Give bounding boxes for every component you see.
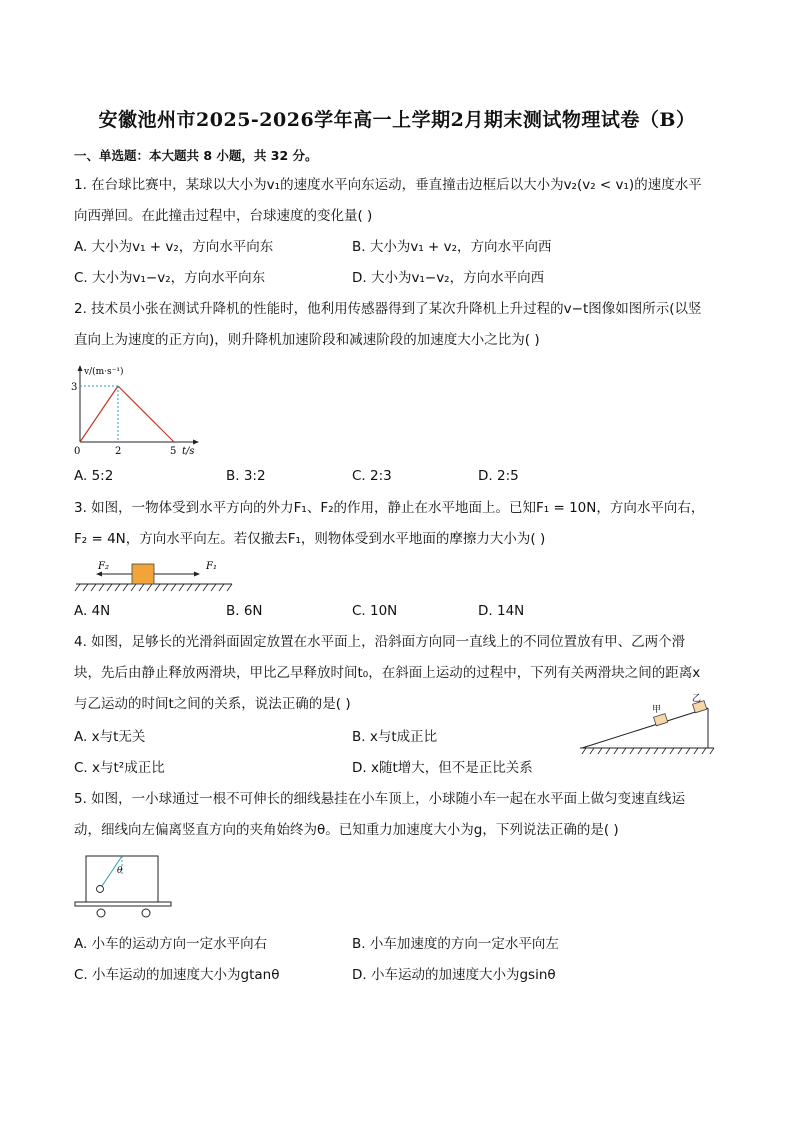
q1-option-b[interactable]: B. 大小为v₁ + v₂，方向水平向西 bbox=[352, 239, 552, 255]
vt-xlabel: t/s bbox=[182, 446, 195, 457]
label-jia: 甲 bbox=[652, 705, 662, 715]
section-heading: 一、单选题：本大题共 8 小题，共 32 分。 bbox=[74, 148, 318, 163]
q3-stem-line1: 3. 如图，一物体受到水平方向的外力F₁、F₂的作用，静止在水平地面上。已知F₁ = 10N，方向水平向右， bbox=[74, 500, 705, 516]
q2-option-a[interactable]: A. 5:2 bbox=[74, 468, 114, 484]
q2-option-d[interactable]: D. 2:5 bbox=[478, 468, 519, 484]
vt-tick-3: 3 bbox=[71, 382, 78, 393]
q3-option-d[interactable]: D. 14N bbox=[478, 603, 525, 619]
cart-diagram bbox=[72, 852, 176, 922]
q4-option-b[interactable]: B. x与t成正比 bbox=[352, 729, 438, 745]
q4-stem-line2: 块，先后由静止释放两滑块，甲比乙早释放时间t₀，在斜面上运动的过程中，下列有关两滑块之间的距离x bbox=[74, 665, 701, 681]
block bbox=[132, 564, 154, 584]
q1-option-a[interactable]: A. 大小为v₁ + v₂，方向水平向东 bbox=[74, 239, 274, 255]
q1-stem-line2: 向西弹回。在此撞击过程中，台球速度的变化量( ) bbox=[74, 208, 373, 224]
cart-body bbox=[86, 856, 158, 902]
q2-option-b[interactable]: B. 3:2 bbox=[226, 468, 266, 484]
q1-option-d[interactable]: D. 大小为v₁−v₂，方向水平向西 bbox=[352, 270, 545, 286]
q3-option-a[interactable]: A. 4N bbox=[74, 603, 111, 619]
q3-stem-line2: F₂ = 4N，方向水平向左。若仅撤去F₁，则物体受到水平地面的摩擦力大小为( ) bbox=[74, 531, 546, 547]
q5-stem-line2: 动，细线向左偏离竖直方向的夹角始终为θ。已知重力加速度大小为g，下列说法正确的是( ) bbox=[74, 822, 619, 838]
cart-wheel-right bbox=[142, 909, 150, 917]
f2-label: F₂ bbox=[98, 561, 109, 572]
vt-accel-segment bbox=[80, 386, 118, 442]
vt-ylabel: v/(m·s⁻¹) bbox=[84, 367, 124, 377]
incline-surface bbox=[582, 708, 708, 748]
cart-base bbox=[75, 902, 171, 906]
slider-jia bbox=[654, 714, 668, 726]
force-diagram bbox=[72, 558, 236, 594]
q5-option-a[interactable]: A. 小车的运动方向一定水平向右 bbox=[74, 936, 268, 952]
q4-option-d[interactable]: D. x随t增大，但不是正比关系 bbox=[352, 760, 533, 776]
q4-stem-line1: 4. 如图，足够长的光滑斜面固定放置在水平面上，沿斜面方向同一直线上的不同位置放有甲、乙两个滑 bbox=[74, 634, 686, 650]
q3-option-c[interactable]: C. 10N bbox=[352, 603, 398, 619]
f1-label: F₁ bbox=[206, 561, 217, 572]
q4-option-a[interactable]: A. x与t无关 bbox=[74, 729, 146, 745]
incline-diagram bbox=[578, 692, 718, 758]
q2-stem-line2: 直向上为速度的正方向)，则升降机加速阶段和减速阶段的加速度大小之比为( ) bbox=[74, 332, 540, 348]
q5-option-c[interactable]: C. 小车运动的加速度大小为gtanθ bbox=[74, 967, 280, 983]
q5-option-b[interactable]: B. 小车加速度的方向一定水平向左 bbox=[352, 936, 559, 952]
theta-label: θ bbox=[117, 866, 123, 876]
q1-option-c[interactable]: C. 大小为v₁−v₂，方向水平向东 bbox=[74, 270, 266, 286]
vt-tick-2: 2 bbox=[115, 446, 122, 457]
vt-decel-segment bbox=[118, 386, 174, 442]
q5-stem-line1: 5. 如图，一小球通过一根不可伸长的细线悬挂在小车顶上，小球随小车一起在水平面上做匀变速直线运 bbox=[74, 791, 686, 807]
q5-option-d[interactable]: D. 小车运动的加速度大小为gsinθ bbox=[352, 967, 556, 983]
page-title: 安徽池州市2025-2026学年高一上学期2月期末测试物理试卷（B） bbox=[98, 109, 696, 131]
q4-option-c[interactable]: C. x与t²成正比 bbox=[74, 760, 165, 776]
label-yi: 乙 bbox=[692, 694, 702, 704]
vt-tick-5: 5 bbox=[170, 446, 177, 457]
q4-stem-line3: 与乙运动的时间t之间的关系，说法正确的是( ) bbox=[74, 696, 351, 712]
ball bbox=[97, 886, 104, 893]
q3-option-b[interactable]: B. 6N bbox=[226, 603, 263, 619]
vt-graph bbox=[66, 362, 206, 458]
cart-wheel-left bbox=[97, 909, 105, 917]
q2-stem-line1: 2. 技术员小张在测试升降机的性能时，他利用传感器得到了某次升降机上升过程的v−t图像如图所示(以竖 bbox=[74, 301, 702, 317]
q1-stem-line1: 1. 在台球比赛中，某球以大小为v₁的速度水平向东运动，垂直撞击边框后以大小为v₂(v₂ < v₁)的速度水平 bbox=[74, 177, 702, 193]
q2-option-c[interactable]: C. 2:3 bbox=[352, 468, 392, 484]
vt-tick-0: 0 bbox=[74, 446, 81, 457]
